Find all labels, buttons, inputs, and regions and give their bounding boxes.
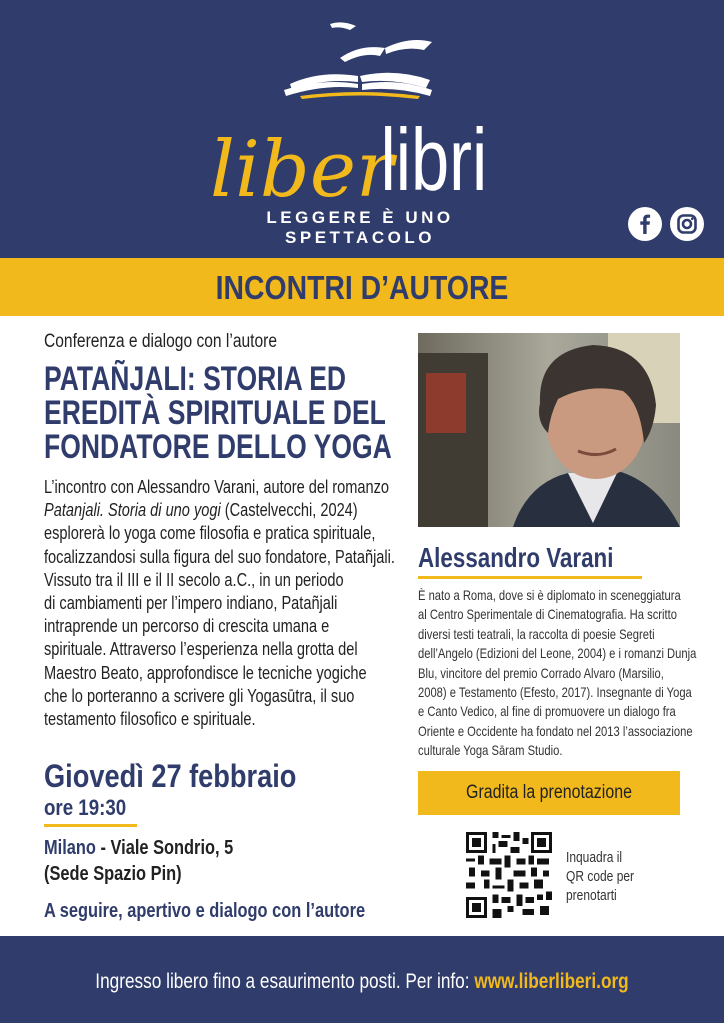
event-venue: (Sede Spazio Pin)	[44, 863, 182, 885]
bio-line: Oriente e Occidente ha fondato nel 2013 l’associazione	[418, 722, 693, 739]
category-title: INCONTRI D’AUTORE	[215, 269, 509, 306]
time-underline	[44, 824, 137, 827]
bio-line: al Centro Sperimentale di Cinematografia. Ha scritto	[418, 606, 677, 623]
tagline: LEGGERE È UNO SPETTACOLO	[266, 208, 454, 247]
bio-line: e Canto Vedico, al fine di promuovere un dialogo fra	[418, 703, 676, 720]
event-description	[44, 476, 400, 731]
logo-liber: liber	[210, 125, 394, 215]
description-line: Maestro Beato, approfondisce le tecniche yogiche	[44, 662, 367, 683]
book-underline-icon	[300, 92, 420, 99]
description-line: Patanjali. Storia di uno yogi (Castelvecchi, 2024)	[44, 500, 358, 521]
author-photo	[418, 333, 680, 527]
logo-libri: libri	[380, 110, 488, 209]
event-city: Milano	[44, 837, 96, 859]
event-location	[44, 837, 233, 860]
website-link[interactable]: www.liberliberi.org	[474, 970, 629, 993]
description-line: Vissuto tra il III e il II secolo a.C., in un periodo	[44, 569, 344, 590]
bio-line: Blu, vincitore del premio Corrado Alvaro (Marsilio,	[418, 664, 664, 681]
event-subtitle: Conferenza e dialogo con l’autore	[44, 331, 277, 352]
event-time: ore 19:30	[44, 795, 127, 820]
description-line: intraprende un percorso di crescita umana e	[44, 616, 330, 637]
book-title: Patanjali. Storia di uno yogi	[44, 500, 221, 521]
description-line: che lo porteranno a scrivere gli Yogasūtra, il suo	[44, 685, 355, 706]
bio-line: 2008) e Testamento (Efesto, 2017). Insegnante di Yoga	[418, 684, 692, 701]
description-line: esplorerà lo yoga come filosofia e pratica spirituale,	[44, 523, 376, 544]
event-address: - Viale Sondrio, 5	[95, 837, 234, 859]
event-title-line: FONDATORE DELLO YOGA	[44, 428, 392, 466]
footer-info	[65, 970, 659, 994]
facebook-icon[interactable]	[628, 207, 662, 241]
bio-line: È nato a Roma, dove si è diplomato in sceneggiatura	[418, 587, 681, 603]
event-title-line: EREDITÀ SPIRITUALE DEL	[44, 394, 386, 432]
event-date: Giovedì 27 febbraio	[44, 758, 297, 794]
description-line: testamento filosofico e spirituale.	[44, 709, 256, 730]
booking-button[interactable]	[418, 771, 680, 815]
qr-text-line: QR code per	[566, 868, 635, 885]
open-book-icon	[284, 22, 432, 96]
author-name: Alessandro Varani	[418, 542, 614, 573]
description-line: focalizzandosi sulla figura del suo fondatore, Patañjali.	[44, 546, 395, 567]
bio-line: culturale Yoga Sāram Studio.	[418, 742, 563, 759]
booking-button-label: Gradita la prenotazione	[466, 782, 632, 803]
author-name-underline	[418, 576, 642, 579]
qr-code-icon[interactable]	[466, 832, 552, 918]
author-bio	[418, 586, 697, 761]
liberliberi-logo	[180, 18, 540, 218]
event-follow-up: A seguire, apertivo e dialogo con l’autore	[44, 900, 366, 922]
qr-text-line: Inquadra il	[566, 849, 623, 866]
event-title-line: PATAÑJALI: STORIA ED	[44, 360, 347, 398]
description-line: di cambiamenti per l’impero indiano, Patañjali	[44, 593, 338, 614]
qr-text-line: prenotarti	[566, 887, 617, 904]
description-line: spirituale. Attraverso l’esperienza nella grotta del	[44, 639, 358, 660]
bio-line: diversi testi teatrali, la raccolta di poesie Segreti	[418, 625, 655, 642]
bio-line: dell’Angelo (Edizioni del Leone, 2004) e i romanzi Dunja	[418, 645, 697, 662]
event-title	[44, 360, 392, 466]
instagram-icon[interactable]	[670, 207, 704, 241]
description-line: L’incontro con Alessandro Varani, autore del romanzo	[44, 477, 390, 497]
qr-instructions	[566, 848, 634, 905]
footer-text: Ingresso libero fino a esaurimento posti. Per info:	[95, 970, 475, 993]
